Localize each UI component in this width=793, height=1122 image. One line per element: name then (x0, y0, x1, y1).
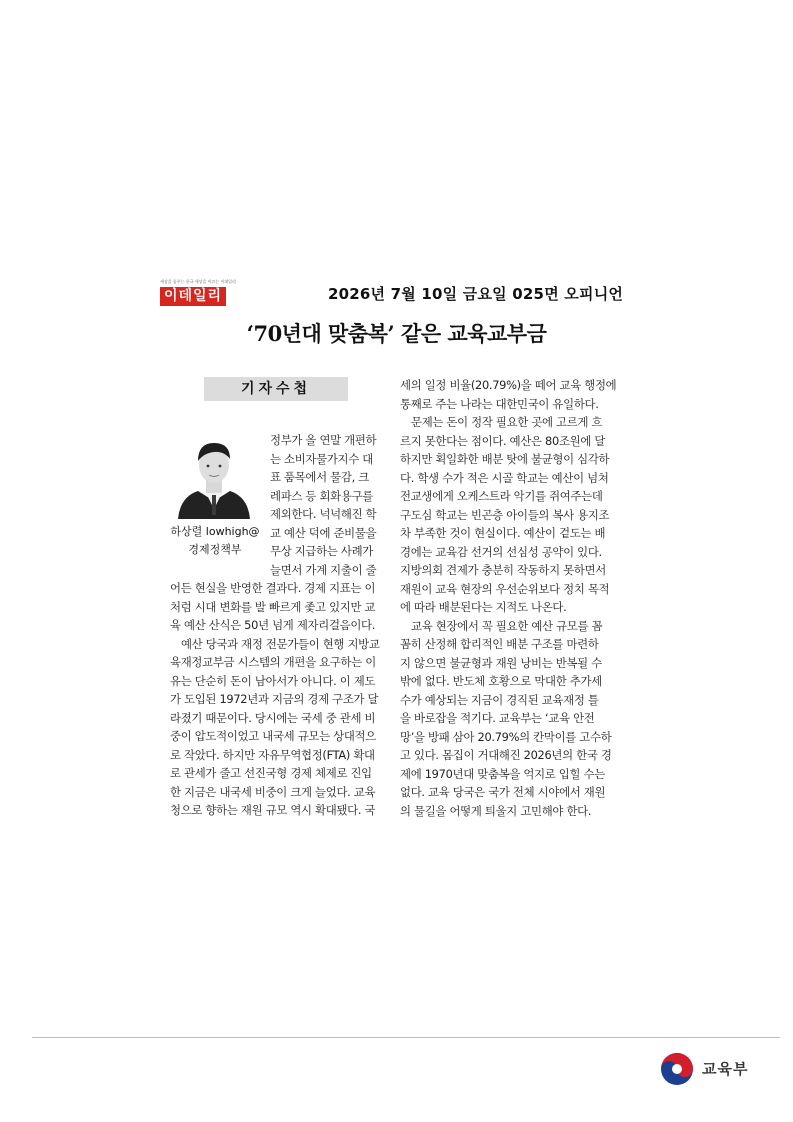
article-left-column (170, 579, 382, 820)
headline: ‘70년대 맞춤복’ 같은 교육교부금 (246, 321, 547, 346)
logo-tagline: 세상을 꿈꾸는 한국 세상을 이끄는 이데일리 (160, 279, 236, 284)
text-line: 어든 현실을 반영한 결과다. 경제 지표는 이 (170, 581, 376, 595)
newspaper-logo (160, 279, 236, 307)
footer-divider (32, 1037, 780, 1038)
text-line: 예산 당국과 재정 전문가들이 현행 지방교 (181, 636, 380, 651)
text-line: 망’을 방패 삼아 20.79%의 칸막이를 고수하 (400, 729, 612, 744)
ministry-name: 교육부 (702, 1060, 749, 1078)
text-line: 에 따라 배분된다는 지적도 나온다. (400, 600, 567, 614)
text-line: 레파스 등 회화용구를 (270, 488, 373, 503)
text-line: 한 지금은 내국세 비중이 크게 늘었다. 교육 (170, 784, 376, 799)
text-line: 는 소비자물가지수 대 (270, 451, 373, 466)
text-line: 다. 학생 수가 적은 시골 학교는 예산이 넘쳐 (400, 470, 609, 485)
text-line: 육 예산 산식은 50년 넘게 제자리걸음이다. (170, 618, 376, 632)
text-line: 세의 일정 비율(20.79%)을 떼어 교육 행정에 (400, 378, 617, 392)
text-line: 을 바로잡을 적기다. 교육부는 ‘교육 안전 (400, 711, 595, 725)
text-line: 지방의회 견제가 충분히 작동하지 못하면서 (400, 563, 606, 577)
text-line: 유는 단순히 돈이 남아서가 아니다. 이 제도 (170, 673, 376, 688)
text-line: 지 않으면 불균형과 재원 낭비는 반복될 수 (400, 655, 602, 670)
logo-wordmark: 이데일리 (160, 287, 226, 306)
text-line: 르지 못한다는 점이다. 예산은 80조원에 달 (400, 433, 606, 448)
reporter-photo (172, 431, 256, 519)
text-line: 제외한다. 넉넉해진 학 (270, 507, 377, 521)
text-line: 차 부족한 것이 현실이다. 예산이 겉도는 배 (400, 526, 606, 540)
text-line: 중이 압도적이었고 내국세 규모는 상대적으 (170, 729, 376, 743)
text-line: 처럼 시대 변화를 발 빠르게 좇고 있지만 교 (170, 599, 376, 614)
text-line: 전교생에게 오케스트라 악기를 쥐여주는데 (400, 489, 603, 503)
section-label: 기자수첩 (204, 377, 348, 401)
text-line: 제에 1970년대 맞춤복을 억지로 입힐 수는 (400, 766, 605, 781)
text-line: 통째로 주는 나라는 대한민국이 유일하다. (400, 396, 599, 411)
text-line: 육재정교부금 시스템의 개편을 요구하는 이 (170, 655, 376, 669)
text-line: 밖에 없다. 반도체 호황으로 막대한 추가세 (400, 674, 602, 688)
text-line: 꼼히 산정해 합리적인 배분 구조를 마련하 (400, 637, 599, 651)
byline-dept: 경제정책부 (188, 543, 242, 556)
text-line: 표 품목에서 물감, 크 (270, 470, 369, 484)
article-wrapped-text (270, 431, 378, 579)
text-line: 고 있다. 몸집이 거대해진 2026년의 한국 경 (400, 748, 612, 762)
text-line: 재원이 교육 현장의 우선순위보다 정치 목적 (400, 581, 610, 596)
text-line: 구도심 학교는 빈곤층 아이들의 복사 용지조 (400, 507, 610, 522)
text-line: 문제는 돈이 정작 필요한 곳에 고르게 흐 (411, 415, 603, 429)
text-line: 라졌기 때문이다. 당시에는 국세 중 관세 비 (170, 710, 376, 725)
text-line: 청으로 향하는 재원 규모 역시 확대됐다. 국 (170, 803, 376, 817)
text-line: 교육 현장에서 꼭 필요한 예산 규모를 꼼 (411, 618, 603, 633)
byline (170, 523, 260, 559)
dateline: 2026년 7월 10일 금요일 025면 오피니언 (328, 285, 624, 303)
text-line: 의 물길을 어떻게 틔울지 고민해야 한다. (400, 803, 592, 818)
text-line: 로 작았다. 하지만 자유무역협정(FTA) 확대 (170, 747, 375, 762)
byline-name: 하상렬 lowhigh@ (170, 525, 260, 538)
text-line: 정부가 올 연말 개편하 (270, 433, 377, 447)
taegeuk-emblem-icon (660, 1052, 694, 1086)
text-line: 수가 예상되는 지금이 경직된 교육재정 틀 (400, 692, 599, 707)
article-right-column (400, 376, 617, 820)
text-line: 교 예산 덕에 준비물을 (270, 525, 377, 540)
text-line: 하지만 획일화한 배분 탓에 불균형이 심각하 (400, 452, 610, 466)
text-line: 로 관세가 줄고 선진국형 경제 체제로 진입 (170, 766, 372, 780)
text-line: 경에는 교육감 선거의 선심성 공약이 있다. (400, 544, 602, 559)
text-line: 무상 지급하는 사례가 (270, 544, 373, 558)
text-line: 늘면서 가계 지출이 줄 (270, 562, 377, 577)
text-line: 없다. 교육 당국은 국가 전체 시야에서 재원 (400, 785, 606, 799)
text-line: 가 도입된 1972년과 지금의 경제 구조가 달 (170, 692, 379, 706)
